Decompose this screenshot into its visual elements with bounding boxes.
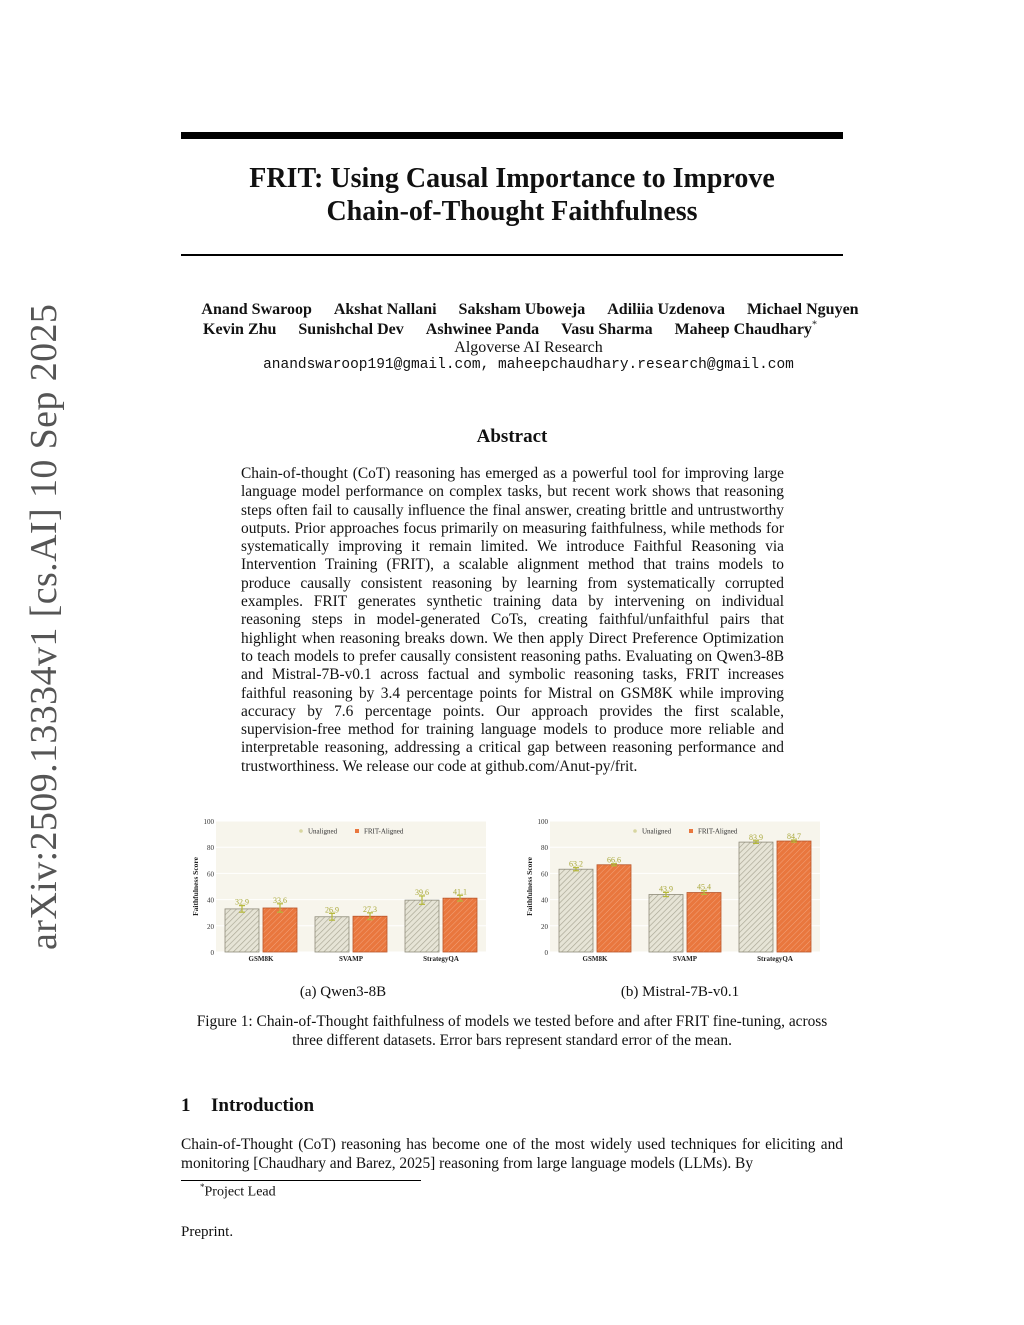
author: Anand Swaroop <box>201 301 312 318</box>
subcaption-a: (a) Qwen3-8B <box>299 984 387 1000</box>
footnote-text: Project Lead <box>204 1184 276 1200</box>
data-label: 66.6 <box>607 855 621 865</box>
bar-unaligned <box>405 900 439 952</box>
bar-unaligned <box>559 869 593 952</box>
affiliation: Algoverse AI Research <box>454 339 603 356</box>
author-name: Maheep Chaudhary <box>674 321 812 339</box>
section-title: Introduction <box>211 1095 315 1116</box>
y-tick-label: 0 <box>210 949 214 957</box>
legend-swatch-unaligned <box>299 829 303 833</box>
y-tick-label: 20 <box>207 922 214 931</box>
data-label: 32.9 <box>235 897 249 907</box>
data-label: 39.6 <box>415 887 429 897</box>
y-tick-label: 0 <box>544 949 548 957</box>
legend-swatch-unaligned <box>633 829 637 833</box>
legend-label-aligned: FRIT-Aligned <box>698 827 738 836</box>
author: Adiliia Uzdenova <box>607 301 726 318</box>
bar-frit-aligned <box>263 908 297 952</box>
arxiv-side-stamp: arXiv:2509.13334v1 [cs.AI] 10 Sep 2025 <box>23 303 65 950</box>
title-line-2: Chain-of-Thought Faithfulness <box>326 196 698 227</box>
author: Ashwinee Panda <box>425 321 540 339</box>
title-top-rule <box>181 132 843 139</box>
y-tick-label: 80 <box>541 844 548 853</box>
bar-frit-aligned <box>353 916 387 952</box>
author: Vasu Sharma <box>561 321 653 339</box>
y-tick-label: 40 <box>541 896 548 905</box>
bar-unaligned <box>315 917 349 952</box>
data-label: 84.7 <box>787 831 801 841</box>
author-emails: anandswaroop191@gmail.com, maheepchaudhary.research@gmail.com <box>263 357 794 373</box>
chart-qwen3-8b <box>186 812 496 972</box>
bar-frit-aligned <box>443 898 477 952</box>
data-label: 43.9 <box>659 884 673 894</box>
legend-label-aligned: FRIT-Aligned <box>364 827 404 836</box>
legend-label-unaligned: Unaligned <box>642 827 672 836</box>
authors-row-2 <box>130 320 890 339</box>
footnote <box>200 1182 276 1201</box>
y-tick-label: 100 <box>537 818 548 826</box>
legend-label-unaligned: Unaligned <box>308 827 338 836</box>
footnote-mark: * <box>200 1182 205 1192</box>
bar-frit-aligned <box>687 893 721 952</box>
data-label: 63.2 <box>569 859 583 869</box>
x-tick-label: GSM8K <box>248 955 274 963</box>
legend-swatch-aligned <box>689 829 693 833</box>
bar-unaligned <box>739 842 773 952</box>
title-line-1: FRIT: Using Causal Importance to Improve <box>249 163 775 194</box>
x-tick-label: StrategyQA <box>757 955 793 963</box>
abstract-body: Chain-of-thought (CoT) reasoning has emerged as a powerful tool for improving large language model performance on complex tasks, but recent work shows that reasoning steps often fail to causally influence the final answer, creating brittle and untrustworthy outputs. Prior approaches focus primarily on measuring faithfulness, while methods for systematically improving it remain limited. We introduce Faithful Reasoning via Intervention Training (FRIT), a scalable alignment method that trains models to produce causally consistent reasoning by learning from systematically corrupted examples. FRIT generates synthetic training data by intervening on individual reasoning steps in model-generated CoTs, creating faithful/unfaithful pairs that highlight when reasoning breaks down. We then apply Direct Preference Optimization to teach models to prefer causally consistent reasoning paths. Evaluating on Qwen3-8B and Mistral-7B-v0.1 across factual and symbolic reasoning tasks, FRIT increases faithful reasoning by 3.4 percentage points for Mistral on GSM8K while improving accuracy by 7.6 percentage points. Our approach provides the first scalable, supervision-free method for training language models to produce more reliable and interpretable reasoning, addressing a critical gap between reasoning performance and trustworthiness. We release our code at github.com/Anut-py/frit. <box>241 465 784 775</box>
data-label: 33.6 <box>273 895 287 905</box>
paper-title <box>181 162 843 228</box>
author: Akshat Nallani <box>333 301 437 318</box>
author-footnote-mark: * <box>811 320 817 331</box>
x-tick-label: StrategyQA <box>423 955 459 963</box>
author: Michael Nguyen <box>747 301 859 318</box>
x-tick-label: SVAMP <box>673 955 697 963</box>
x-tick-label: GSM8K <box>582 955 608 963</box>
y-tick-label: 60 <box>541 870 548 879</box>
y-tick-label: 40 <box>207 896 214 905</box>
bar-unaligned <box>225 909 259 952</box>
y-axis-label: Faithfulness Score <box>525 857 534 916</box>
legend-swatch-aligned <box>355 829 359 833</box>
x-tick-label: SVAMP <box>339 955 363 963</box>
figure-caption: Figure 1: Chain-of-Thought faithfulness of models we tested before and after FRIT fine-tuning, across three different datasets. Error bars represent standard error of the mean. <box>196 1013 828 1049</box>
y-tick-label: 100 <box>203 818 214 826</box>
preprint-label: Preprint. <box>181 1224 234 1240</box>
author: Sunishchal Dev <box>298 321 404 339</box>
y-axis-label: Faithfulness Score <box>191 857 200 916</box>
footnote-rule <box>181 1180 421 1181</box>
y-tick-label: 20 <box>541 922 548 931</box>
data-label: 41.1 <box>453 887 467 897</box>
y-tick-label: 60 <box>207 870 214 879</box>
subcaption-b: (b) Mistral-7B-v0.1 <box>620 984 740 1000</box>
authors-row-1 <box>150 301 910 319</box>
author: Kevin Zhu <box>203 321 277 339</box>
data-label: 27.3 <box>363 904 377 914</box>
bar-unaligned <box>649 894 683 952</box>
intro-paragraph: Chain-of-Thought (CoT) reasoning has become one of the most widely used techniques for eliciting and monitoring [Chaudhary and Barez, 2025] reasoning from large language models (LLMs). By <box>181 1136 843 1172</box>
abstract-heading: Abstract <box>476 426 548 447</box>
section-number: 1 <box>181 1095 191 1116</box>
data-label: 45.4 <box>697 882 711 892</box>
data-label: 26.9 <box>325 905 339 915</box>
bar-frit-aligned <box>597 865 631 952</box>
bar-frit-aligned <box>777 841 811 952</box>
section-heading <box>181 1095 314 1117</box>
title-bottom-rule <box>181 254 843 256</box>
data-label: 83.9 <box>749 832 763 842</box>
author <box>675 321 817 338</box>
chart-mistral-7b <box>520 812 830 972</box>
y-tick-label: 80 <box>207 844 214 853</box>
author: Saksham Uboweja <box>458 301 586 318</box>
